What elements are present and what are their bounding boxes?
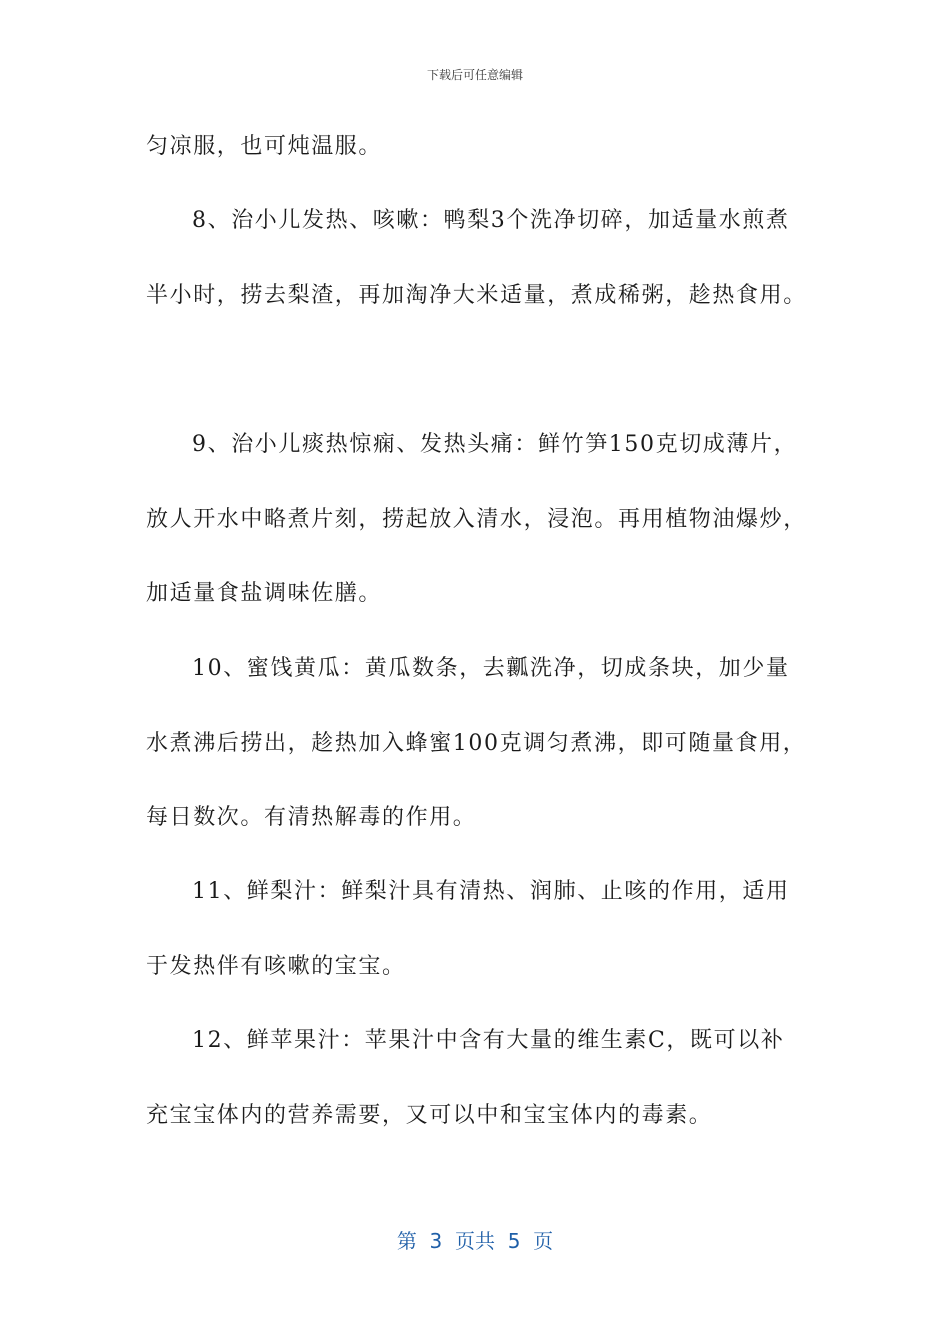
text-line: 9、治小儿痰热惊痫、发热头痛：鲜竹笋150克切成薄片， <box>192 432 798 457</box>
text-line: 水煮沸后捞出，趁热加入蜂蜜100克调匀煮沸，即可随量食用， <box>146 731 807 756</box>
text-line: 放人开水中略煮片刻，捞起放入清水，浸泡。再用植物油爆炒， <box>146 507 807 532</box>
text-line: 半小时，捞去梨渣，再加淘净大米适量，煮成稀粥，趁热食用。 <box>146 283 807 308</box>
text-line: 8、治小儿发热、咳嗽：鸭梨3个洗净切碎，加适量水煎煮 <box>192 208 790 233</box>
header-note: 下载后可任意编辑 <box>426 68 523 82</box>
text-line: 加适量食盐调味佐膳。 <box>146 581 383 606</box>
text-line: 10、蜜饯黄瓜：黄瓜数条，去瓤洗净，切成条块，加少量 <box>192 656 790 681</box>
text-line: 充宝宝体内的营养需要，又可以中和宝宝体内的毒素。 <box>146 1103 713 1128</box>
text-line: 每日数次。有清热解毒的作用。 <box>146 805 477 830</box>
page-number-footer: 第 3 页共 5 页 <box>396 1229 554 1253</box>
text-line: 11、鲜梨汁：鲜梨汁具有清热、润肺、止咳的作用，适用 <box>192 879 790 904</box>
text-line: 匀凉服，也可炖温服。 <box>146 134 383 159</box>
text-line: 于发热伴有咳嗽的宝宝。 <box>146 954 406 979</box>
text-line: 12、鲜苹果汁：苹果汁中含有大量的维生素C，既可以补 <box>192 1028 785 1053</box>
